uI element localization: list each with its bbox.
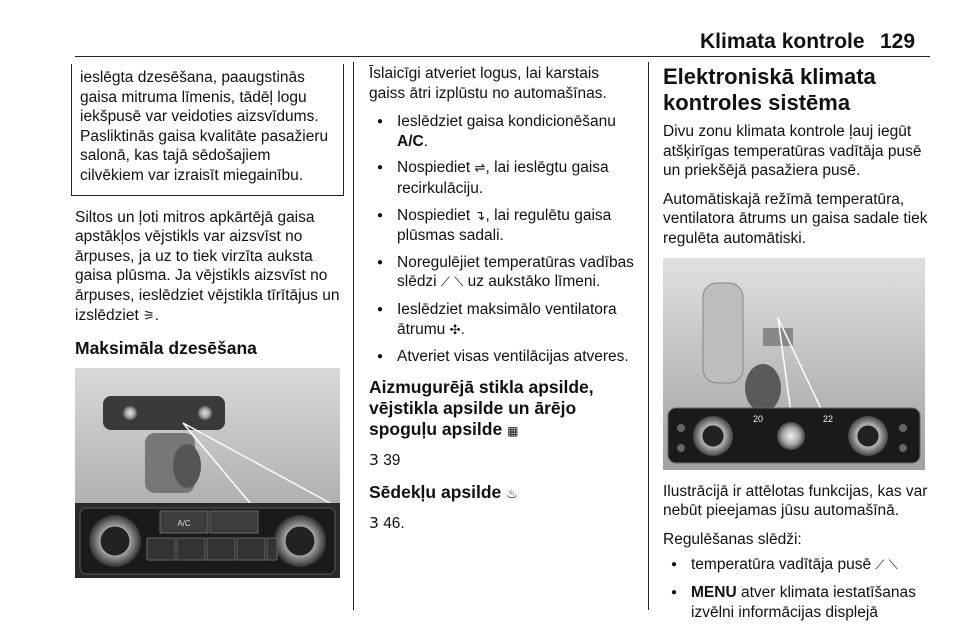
list-item: ● Ieslēdziet gaisa kondicionēšanu A/C. — [369, 112, 639, 151]
header-rule — [75, 56, 930, 57]
column-2 — [369, 64, 639, 543]
column-1 — [75, 64, 340, 588]
temperature-control-icon: ⟋ ⟍ — [875, 558, 898, 574]
column-rule-1 — [353, 62, 354, 610]
reference-2: 3 46. — [369, 514, 405, 533]
reference-1: 3 39 — [369, 450, 401, 469]
list-item: ● Ieslēdziet maksimālo ventilatora ātrumu ✣. — [369, 300, 639, 340]
list-item: ● Nospiediet ↴, lai regulētu gaisa plūsmas sadali. — [369, 206, 639, 246]
fan-icon: ✣ — [449, 322, 461, 338]
paragraph-1: Divu zonu klimata kontrole ļauj iegūt atšķirīgas temperatūras vadītāja pusē un priekšējā pasažiera pusē. — [663, 123, 922, 180]
column-rule-2 — [648, 62, 649, 610]
section-heading: Elektroniskā klimata kontroles sistēma — [663, 64, 876, 115]
reference-arrow-icon: 3 — [369, 514, 379, 533]
steps-list — [369, 112, 639, 367]
figure-temp-left: 20 — [753, 413, 764, 424]
recirculation-icon: ⇌ — [474, 161, 486, 177]
paragraph-2: Automātiskajā režīmā temperatūra, ventilatora ātrums un gaisa sadale tiek regulēta automātiski. — [663, 190, 928, 247]
temperature-control-icon: ⟋ ⟍ — [440, 275, 464, 291]
climate-panel-figure — [75, 368, 340, 578]
rear-heat-icon: ▦ — [507, 423, 519, 438]
list-item: ● MENU atver klimata iestatīšanas izvēlni informācijas displejā — [663, 583, 933, 622]
note-box — [71, 64, 344, 196]
controls-list — [663, 555, 933, 622]
note-text: ieslēgta dzesēšana, paaugstinās gaisa mitruma līmenis, tādēļ logu iekšpusē var veidoties aizsvīdums. Pasliktinās gaisa kvalitāte pasažieru salonā, kas tajā sēdošajiem cilvēkiem var izraisīt miegainību. — [80, 69, 329, 184]
figure-temp-right: 22 — [823, 413, 834, 424]
fog-paragraph: Siltos un ļoti mitros apkārtējā gaisa apstākļos vējstikls var aizsvīst no ārpuses, ja uz to tiek virzīta auksta gaisa plūsma. Ja vējstikls aizsvīst no ārpuses, ieslēdziet vējstikla tīrītājus un izslēdziet ⚞. — [75, 208, 340, 324]
intro-text: Īslaicīgi atveriet logus, lai karstais gaiss ātri izplūstu no automašīnas. — [369, 65, 607, 102]
reference-arrow-icon: 3 — [369, 450, 379, 469]
list-item: ● Nospiediet ⇌, lai ieslēgtu gaisa recirkulāciju. — [369, 158, 639, 198]
wiper-icon: ⚞ — [143, 308, 155, 324]
figure-caption: Ilustrācijā ir attēlotas funkcijas, kas var nebūt pieejamas jūsu automašīnā. — [663, 482, 928, 520]
heading-max-cooling: Maksimāla dzesēšana — [75, 338, 257, 359]
list-item: ● Atveriet visas ventilācijas atveres. — [369, 347, 639, 367]
heading-seat-heating: Sēdekļu apsilde ♨ — [369, 482, 518, 503]
list-item: ● temperatūra vadītāja pusē ⟋ ⟍ — [663, 555, 933, 576]
heading-rear-heating: Aizmugurējā stikla apsilde, vējstikla apsilde un ārējo spoguļu apsilde ▦ — [369, 376, 594, 439]
list-item: ● Noregulējiet temperatūras vadības slēdzi ⟋ ⟍ uz aukstāko līmeni. — [369, 253, 639, 293]
page-number: 129 — [880, 30, 916, 53]
air-distribution-icon: ↴ — [474, 208, 486, 224]
figure-label-ac: A/C — [177, 519, 191, 529]
column-3 — [663, 64, 933, 629]
header-title: Klimata kontrole — [700, 30, 865, 53]
controls-label: Regulēšanas slēdži: — [663, 530, 802, 548]
seat-heat-icon: ♨ — [506, 487, 518, 503]
climate-control-figure — [663, 258, 925, 470]
